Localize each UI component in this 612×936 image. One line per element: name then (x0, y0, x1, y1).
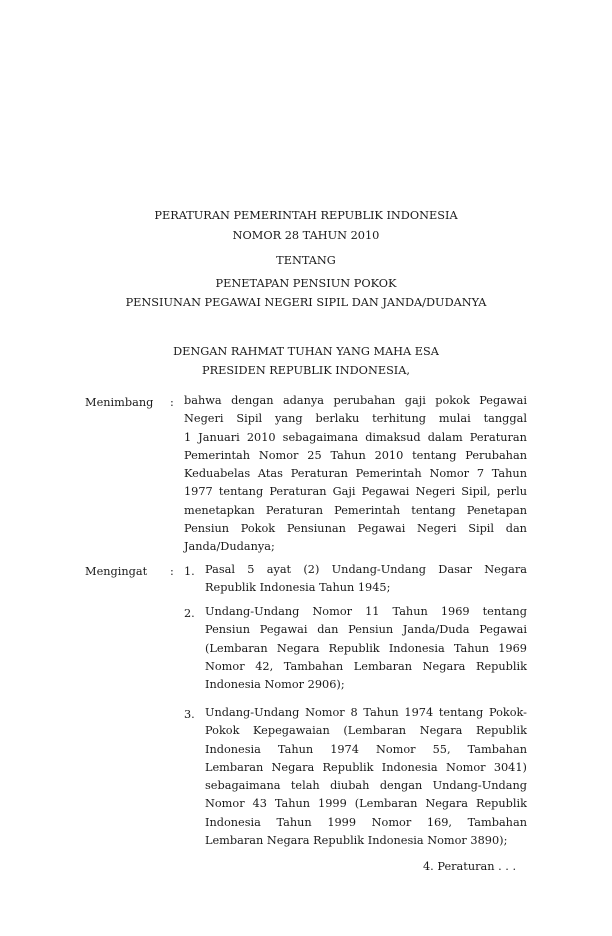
preamble-line-2: PRESIDEN REPUBLIK INDONESIA, (201, 364, 411, 377)
text-line: Lembaran Negara Republik Indonesia Nomor 3041) (205, 760, 527, 774)
mengingat-colon: : (170, 565, 174, 578)
regulation-number: NOMOR 28 TAHUN 2010 (232, 229, 380, 242)
mengingat-item-1-text (205, 561, 527, 598)
text-line: menetapkan Peraturan Pemerintah tentang Penetapan (184, 503, 527, 517)
tentang-heading: TENTANG (276, 254, 336, 267)
mengingat-item-3-number: 3. (184, 708, 195, 721)
text-line: Keduabelas Atas Peraturan Pemerintah Nomor 7 Tahun (184, 467, 527, 481)
text-line: Republik Indonesia Tahun 1945; (205, 581, 391, 595)
text-line: Pemerintah Nomor 25 Tahun 2010 tentang Perubahan (184, 448, 527, 462)
mengingat-item-1-number: 1. (184, 565, 195, 578)
text-line: (Lembaran Negara Republik Indonesia Tahun 1969 (205, 641, 527, 655)
text-line: Nomor 43 Tahun 1999 (Lembaran Negara Republik (205, 797, 527, 811)
menimbang-label: Menimbang (85, 396, 154, 409)
text-line: sebagaimana telah diubah dengan Undang-Undang (205, 779, 527, 793)
text-line: Indonesia Nomor 2906); (205, 678, 345, 692)
regulation-title: PERATURAN PEMERINTAH REPUBLIK INDONESIA (154, 209, 458, 222)
next-page-marker: 4. Peraturan . . . (423, 860, 517, 873)
text-line: Indonesia Tahun 1999 Nomor 169, Tambahan (205, 815, 527, 829)
menimbang-paragraph (184, 392, 527, 557)
text-line: Pensiun Pegawai dan Pensiun Janda/Duda Pegawai (205, 623, 527, 637)
mengingat-item-3-text (205, 704, 527, 850)
text-line: Pensiun Pokok Pensiunan Pegawai Negeri Sipil dan (184, 522, 527, 536)
mengingat-item-2-text (205, 603, 527, 694)
text-line: Indonesia Tahun 1974 Nomor 55, Tambahan (205, 742, 527, 756)
subject-line-2: PENSIUNAN PEGAWAI NEGERI SIPIL DAN JANDA/DUDANYA (125, 296, 487, 309)
menimbang-colon: : (170, 396, 174, 409)
mengingat-label: Mengingat (85, 565, 148, 578)
text-line: Lembaran Negara Republik Indonesia Nomor 3890); (205, 834, 508, 848)
text-line: 1977 tentang Peraturan Gaji Pegawai Negeri Sipil, perlu (184, 485, 527, 499)
text-line: Negeri Sipil yang berlaku terhitung mulai tanggal (184, 412, 527, 426)
text-line: 1 Januari 2010 sebagaimana dimaksud dalam Peraturan (184, 430, 527, 444)
text-line: Janda/Dudanya; (184, 540, 275, 554)
text-line: Pokok Kepegawaian (Lembaran Negara Republik (205, 724, 527, 738)
mengingat-item-2-number: 2. (184, 607, 195, 620)
text-line: bahwa dengan adanya perubahan gaji pokok Pegawai (184, 394, 527, 407)
text-line: Undang-Undang Nomor 11 Tahun 1969 tentang (205, 605, 527, 618)
text-line: Nomor 42, Tambahan Lembaran Negara Republik (205, 659, 527, 673)
text-line: Pasal 5 ayat (2) Undang-Undang Dasar Negara (205, 563, 527, 576)
text-line: Undang-Undang Nomor 8 Tahun 1974 tentang Pokok- (205, 706, 527, 719)
preamble-line-1: DENGAN RAHMAT TUHAN YANG MAHA ESA (173, 345, 439, 358)
subject-line-1: PENETAPAN PENSIUN POKOK (215, 277, 397, 290)
